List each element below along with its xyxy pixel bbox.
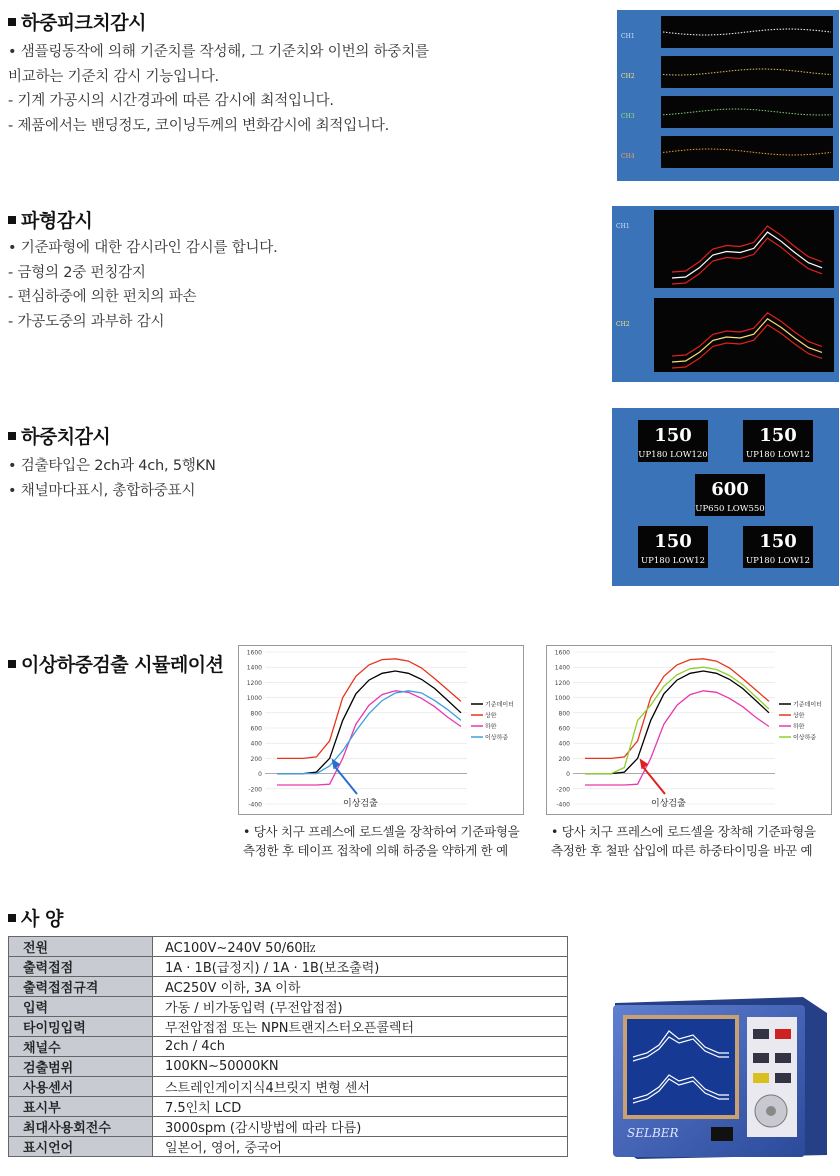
y-tick-label: 200 <box>250 755 262 763</box>
spec-value: 무전압접점 또는 NPN트랜지스터오픈콜렉터 <box>153 1017 568 1037</box>
y-tick-label: 0 <box>258 771 262 779</box>
load-limits: UP180 LOW12 <box>746 450 810 460</box>
spec-value: 스트레인게이지식4브릿지 변형 센서 <box>153 1077 568 1097</box>
load-description <box>8 454 216 503</box>
y-tick-label: 1000 <box>246 695 262 703</box>
y-tick-label: 1600 <box>554 649 570 657</box>
y-tick-label: 1200 <box>246 679 262 687</box>
ch-label: CH2 <box>616 321 630 328</box>
spec-key: 채널수 <box>9 1037 153 1057</box>
load-value-box-ch1 <box>638 420 708 462</box>
spec-row <box>9 1057 568 1077</box>
y-tick-label: -200 <box>248 786 262 794</box>
load-value-box-ch3 <box>638 526 708 568</box>
load-limits: UP180 LOW120 <box>638 450 708 460</box>
load-monitor-screen <box>612 408 839 586</box>
spec-value: 1A · 1B(급정지) / 1A · 1B(보조출력) <box>153 957 568 977</box>
waveform-monitor-traces <box>612 206 839 382</box>
y-tick-label: 1400 <box>246 664 262 672</box>
peak-line-2: 비교하는 기준치 감시 기능입니다. <box>8 68 219 85</box>
spec-row <box>9 977 568 997</box>
y-tick-label: -200 <box>556 786 570 794</box>
spec-key: 출력접점 <box>9 957 153 977</box>
legend-label: 상한 <box>485 712 497 720</box>
load-value: 150 <box>759 531 797 552</box>
device-illustration <box>607 995 831 1161</box>
spec-value: 가동 / 비가동입력 (무전압접점) <box>153 997 568 1017</box>
load-limits: UP180 LOW12 <box>641 556 705 566</box>
waveform-strip <box>654 210 834 288</box>
spec-value: AC100V∼240V 50/60㎐ <box>153 937 568 957</box>
y-tick-label: 1000 <box>554 695 570 703</box>
spec-value: 2ch / 4ch <box>153 1037 568 1057</box>
spec-key: 사용센서 <box>9 1077 153 1097</box>
series-line <box>277 691 461 785</box>
legend-label: 이상하중 <box>793 734 817 742</box>
load-limits: UP650 LOW550 <box>695 504 765 514</box>
ch-label: CH4 <box>621 153 635 160</box>
spec-table <box>8 936 568 1157</box>
section-title-load: 하중치감시 <box>8 422 110 449</box>
y-tick-label: 600 <box>250 725 262 733</box>
peak-description <box>8 40 429 138</box>
spec-key: 타이밍입력 <box>9 1017 153 1037</box>
y-tick-label: 1400 <box>554 664 570 672</box>
simulation-chart-right <box>546 645 832 815</box>
spec-row <box>9 997 568 1017</box>
waveform-line-3: - 편심하중에 의한 펀치의 파손 <box>8 289 197 305</box>
load-value: 150 <box>654 531 692 552</box>
legend-label: 하한 <box>793 723 805 731</box>
y-tick-label: 400 <box>558 740 570 748</box>
spec-value: 일본어, 영어, 중국어 <box>153 1137 568 1157</box>
detection-arrow <box>335 766 357 794</box>
ch-label: CH1 <box>616 223 630 230</box>
simulation-chart-right-svg <box>547 646 831 814</box>
annotation-label: 이상검출 <box>651 799 686 809</box>
section-title-simulation: 이상하중검출 시뮬레이션 <box>8 650 224 677</box>
spec-value: 100KN∼50000KN <box>153 1057 568 1077</box>
spec-row <box>9 957 568 977</box>
simulation-chart-left-svg <box>239 646 523 814</box>
peak-line-1: • 샘플링동작에 의해 기준치를 작성해, 그 기준치와 이번의 하중치를 <box>8 44 429 60</box>
load-line-1: • 검출타입은 2ch과 4ch, 5행KN <box>8 458 216 474</box>
simulation-caption-left <box>243 822 519 860</box>
y-tick-label: 800 <box>558 710 570 718</box>
spec-key: 표시부 <box>9 1097 153 1117</box>
legend-label: 기준데이터 <box>485 701 514 709</box>
y-tick-label: 200 <box>558 755 570 763</box>
y-tick-label: -400 <box>248 801 262 809</box>
waveform-line-2: - 금형의 2중 펀칭감지 <box>8 264 146 281</box>
caption-line: 측정한 후 철판 삽입에 따른 하중타이밍을 바꾼 예 <box>551 843 813 858</box>
load-limits: UP180 LOW12 <box>746 556 810 566</box>
load-value: 150 <box>654 425 692 446</box>
series-line <box>585 691 769 785</box>
peak-line-3: - 기계 가공시의 시간경과에 따른 감시에 최적입니다. <box>8 93 334 109</box>
load-value-box-ch4 <box>743 526 813 568</box>
caption-line: • 당사 치구 프레스에 로드셀을 장착해 기준파형을 <box>551 824 816 839</box>
spec-value: 3000spm (감시방법에 따라 다름) <box>153 1117 568 1137</box>
waveform-line-4: - 가공도중의 과부하 감시 <box>8 313 165 330</box>
load-value: 150 <box>759 425 797 446</box>
ch-label: CH3 <box>621 113 635 120</box>
legend-label: 하한 <box>485 723 497 731</box>
y-tick-label: 400 <box>250 740 262 748</box>
spec-key: 입력 <box>9 997 153 1017</box>
y-tick-label: 0 <box>566 771 570 779</box>
section-title-waveform: 파형감시 <box>8 206 92 233</box>
peak-monitor-screen <box>617 10 839 181</box>
load-line-2: • 채널마다표시, 총합하중표시 <box>8 482 196 499</box>
spec-key: 출력접점규격 <box>9 977 153 997</box>
detection-arrow <box>643 766 665 794</box>
waveform-description <box>8 236 278 334</box>
peak-line-4: - 제품에서는 밴딩정도, 코이닝두께의 변화감시에 최적입니다. <box>8 117 390 134</box>
legend-label: 상한 <box>793 712 805 720</box>
load-value-box-ch2 <box>743 420 813 462</box>
y-tick-label: 600 <box>558 725 570 733</box>
spec-row <box>9 937 568 957</box>
waveform-monitor-screen <box>612 206 839 382</box>
load-value-box-total <box>695 474 765 516</box>
y-tick-label: 800 <box>250 710 262 718</box>
series-line <box>277 691 461 774</box>
spec-key: 검출범위 <box>9 1057 153 1077</box>
simulation-caption-right <box>551 822 816 860</box>
y-tick-label: -400 <box>556 801 570 809</box>
caption-line: 측정한 후 테이프 접착에 의해 하중을 약하게 한 예 <box>243 843 508 858</box>
ch-label: CH1 <box>621 33 635 40</box>
spec-row <box>9 1117 568 1137</box>
spec-row <box>9 1137 568 1157</box>
device-image <box>607 995 831 1161</box>
spec-key: 최대사용회전수 <box>9 1117 153 1137</box>
spec-row <box>9 1017 568 1037</box>
spec-row <box>9 1077 568 1097</box>
simulation-chart-left <box>238 645 524 815</box>
svg-text:SELBER: SELBER <box>627 1126 679 1140</box>
y-tick-label: 1600 <box>246 649 262 657</box>
spec-key: 전원 <box>9 937 153 957</box>
spec-key: 표시언어 <box>9 1137 153 1157</box>
section-title-spec: 사 양 <box>8 904 63 931</box>
trace-strip <box>661 96 833 128</box>
peak-monitor-traces <box>617 10 839 181</box>
spec-value: 7.5인치 LCD <box>153 1097 568 1117</box>
waveform-line-1: • 기준파형에 대한 감시라인 감시를 합니다. <box>8 240 278 256</box>
annotation-label: 이상검출 <box>343 799 378 809</box>
load-value: 600 <box>711 479 749 500</box>
spec-value: AC250V 이하, 3A 이하 <box>153 977 568 997</box>
caption-line: • 당사 치구 프레스에 로드셀을 장착하여 기준파형을 <box>243 824 520 839</box>
legend-label: 기준데이터 <box>793 701 822 709</box>
section-title-peak: 하중피크치감시 <box>8 8 146 35</box>
spec-row <box>9 1097 568 1117</box>
spec-row <box>9 1037 568 1057</box>
y-tick-label: 1200 <box>554 679 570 687</box>
ch-label: CH2 <box>621 73 635 80</box>
legend-label: 이상하중 <box>485 734 509 742</box>
